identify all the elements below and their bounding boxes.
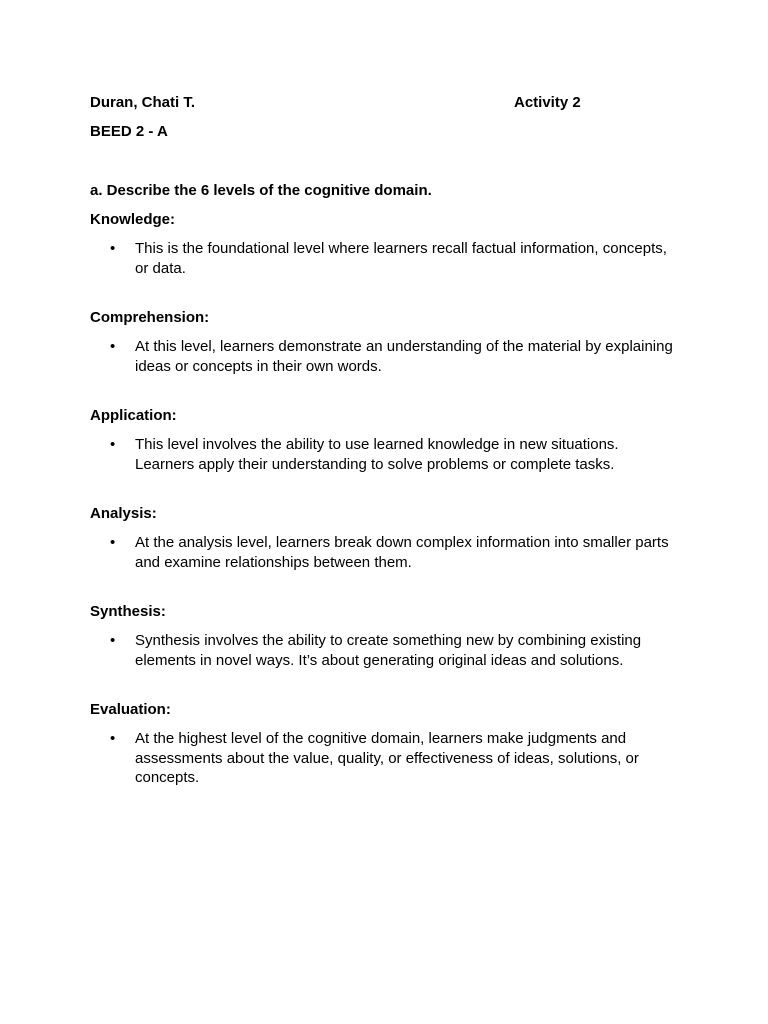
level-description: At the highest level of the cognitive domain, learners make judgments and assessments about the value, quality, or effectiveness of ideas, solutions, or concepts. bbox=[135, 730, 639, 786]
level-heading: Analysis: bbox=[90, 505, 157, 522]
list-item bbox=[90, 435, 680, 474]
level-heading: Evaluation: bbox=[90, 701, 171, 718]
bullet-icon: • bbox=[110, 534, 116, 551]
activity-title: Activity 2 bbox=[514, 94, 581, 111]
bullet-icon: • bbox=[110, 730, 116, 747]
level-knowledge bbox=[90, 210, 690, 278]
bullet-icon: • bbox=[110, 240, 116, 257]
level-heading: Comprehension: bbox=[90, 309, 210, 326]
bullet-icon: • bbox=[110, 338, 116, 355]
level-heading: Synthesis: bbox=[90, 603, 166, 620]
bullet-icon: • bbox=[110, 436, 116, 453]
level-description: This level involves the ability to use learned knowledge in new situations. Learners apply their understanding to solve problems or complete tasks. bbox=[135, 436, 619, 473]
bullet-icon: • bbox=[110, 632, 116, 649]
level-application bbox=[90, 406, 690, 474]
cognitive-levels-list bbox=[90, 210, 690, 818]
level-description: Synthesis involves the ability to create something new by combining existing elements in novel ways. It’s about generating original ideas and solutions. bbox=[135, 632, 642, 669]
list-item bbox=[90, 533, 680, 572]
list-item bbox=[90, 239, 680, 278]
level-description: At the analysis level, learners break down complex information into smaller parts and examine relationships between them. bbox=[135, 534, 669, 571]
list-item bbox=[90, 729, 680, 788]
list-item bbox=[90, 631, 680, 670]
level-synthesis bbox=[90, 602, 690, 670]
level-heading: Knowledge: bbox=[90, 211, 175, 228]
level-analysis bbox=[90, 504, 690, 572]
question-prompt: a. Describe the 6 levels of the cognitive domain. bbox=[90, 182, 432, 199]
level-description: This is the foundational level where learners recall factual information, concepts, or data. bbox=[135, 240, 667, 277]
list-item bbox=[90, 337, 680, 376]
student-name: Duran, Chati T. bbox=[90, 94, 196, 111]
level-description: At this level, learners demonstrate an understanding of the material by explaining ideas or concepts in their own words. bbox=[135, 338, 673, 375]
level-evaluation bbox=[90, 700, 690, 788]
level-comprehension bbox=[90, 308, 690, 376]
class-section: BEED 2 - A bbox=[90, 123, 168, 140]
level-heading: Application: bbox=[90, 407, 177, 424]
